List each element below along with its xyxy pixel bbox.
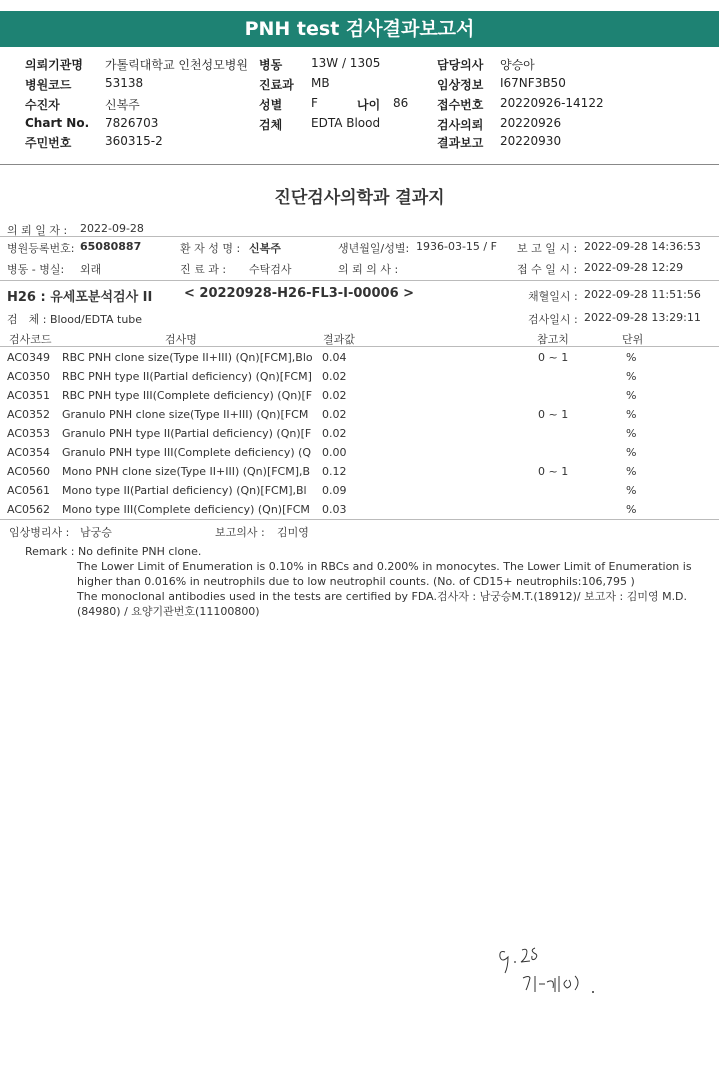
cell-unit: % xyxy=(626,408,637,421)
col-name: 검사명 xyxy=(165,333,197,346)
cell-result: 0.04 xyxy=(322,351,347,364)
receipt-no: 20220926-14122 xyxy=(500,96,604,110)
cell-code: AC0561 xyxy=(7,484,51,497)
institution: 가톨릭대학교 인천성모병원 xyxy=(105,58,248,72)
cell-result: 0.02 xyxy=(322,408,347,421)
table-row xyxy=(0,465,719,484)
collect-dt: 2022-09-28 11:51:56 xyxy=(584,288,701,301)
cell-name: Granulo PNH clone size(Type II+III) (Qn)[FCM xyxy=(62,408,309,421)
ward-room-label: 병동 - 병실: xyxy=(7,263,65,276)
cell-name: RBC PNH clone size(Type II+III) (Qn)[FCM],Blo xyxy=(62,351,313,364)
cell-result: 0.12 xyxy=(322,465,347,478)
cell-code: AC0354 xyxy=(7,446,51,459)
cell-ref: 0 ~ 1 xyxy=(538,351,569,364)
id-label: 주민번호 xyxy=(25,136,72,150)
test-title: H26 : 유세포분석검사 II xyxy=(7,290,153,305)
request-date: 20220926 xyxy=(500,116,562,130)
handwritten-signature xyxy=(495,940,635,1000)
collect-label: 채혈일시 : xyxy=(528,290,578,303)
col-code: 검사코드 xyxy=(9,333,52,346)
cell-name: Granulo PNH type II(Partial deficiency) (Qn)[F xyxy=(62,427,312,440)
cell-unit: % xyxy=(626,389,637,402)
ward-label: 병동 xyxy=(259,58,283,72)
dept: 수탁검사 xyxy=(249,263,292,276)
department-label: 진료과 xyxy=(259,78,294,92)
remark xyxy=(25,544,695,619)
chart-no: 7826703 xyxy=(105,116,159,130)
institution-label: 의뢰기관명 xyxy=(25,58,83,72)
report-title: PNH test 검사결과보고서 xyxy=(0,11,719,47)
receipt-dt: 2022-09-28 12:29 xyxy=(584,261,684,274)
table-row xyxy=(0,427,719,446)
receipt-no-label: 접수번호 xyxy=(437,98,484,112)
doctor-label: 의 뢰 의 사 : xyxy=(338,263,399,276)
table-row xyxy=(0,389,719,408)
cell-code: AC0350 xyxy=(7,370,51,383)
cell-name: Mono PNH clone size(Type II+III) (Qn)[FCM],B xyxy=(62,465,311,478)
remark-line-2: The Lower Limit of Enumeration is 0.10% in RBCs and 0.200% in monocytes. The Lower Limit of Enumeration is higher than 0.016% in neutrophils due to low neutrophil counts. (No. of CD15+ neutrophils:106,795 ) xyxy=(77,560,692,588)
col-ref: 참고치 xyxy=(537,333,569,346)
result-sheet-title: 진단검사의학과 결과지 xyxy=(274,188,445,208)
cell-ref: 0 ~ 1 xyxy=(538,465,569,478)
request-date-label: 의 뢰 일 자 : xyxy=(7,224,68,237)
test-divider xyxy=(0,280,719,281)
department: MB xyxy=(311,76,330,90)
cell-code: AC0349 xyxy=(7,351,51,364)
ward-room: 외래 xyxy=(80,263,102,276)
patient-name-value: 신복주 xyxy=(249,242,281,255)
cell-name: RBC PNH type II(Partial deficiency) (Qn)[FCM] xyxy=(62,370,312,383)
clinical-info-label: 임상정보 xyxy=(437,78,484,92)
remark-label: Remark : xyxy=(25,545,75,558)
specimen-label: 검체 xyxy=(259,118,283,132)
cell-result: 0.02 xyxy=(322,427,347,440)
table-header-divider xyxy=(0,346,719,347)
reg-no: 65080887 xyxy=(80,240,142,253)
cell-code: AC0351 xyxy=(7,389,51,402)
cell-unit: % xyxy=(626,503,637,516)
cell-code: AC0560 xyxy=(7,465,51,478)
dob: 1936-03-15 / F xyxy=(416,240,497,253)
col-result: 결과값 xyxy=(323,333,355,346)
cell-code: AC0353 xyxy=(7,427,51,440)
table-bottom-divider xyxy=(0,519,719,520)
patient-name: 신복주 xyxy=(105,98,140,112)
cell-name: Mono type II(Partial deficiency) (Qn)[FCM],Bl xyxy=(62,484,307,497)
test-dt: 2022-09-28 13:29:11 xyxy=(584,311,701,324)
cell-code: AC0352 xyxy=(7,408,51,421)
cell-unit: % xyxy=(626,484,637,497)
cell-result: 0.09 xyxy=(322,484,347,497)
request-label: 검사의뢰 xyxy=(437,118,484,132)
cell-name: Mono type III(Complete deficiency) (Qn)[FCM xyxy=(62,503,310,516)
receipt-dt-label: 접 수 일 시 : xyxy=(517,263,578,276)
table-row xyxy=(0,408,719,427)
chart-no-label: Chart No. xyxy=(25,116,90,130)
cell-result: 0.02 xyxy=(322,370,347,383)
remark-line-1: No definite PNH clone. xyxy=(77,545,202,558)
age-label: 나이 xyxy=(357,98,381,112)
physician-label: 담당의사 xyxy=(437,58,484,72)
specimen: EDTA Blood xyxy=(311,116,381,130)
request-date-value: 2022-09-28 xyxy=(80,222,144,235)
test-dt-label: 검사일시 : xyxy=(528,313,578,326)
cell-unit: % xyxy=(626,446,637,459)
report-dt-label: 보 고 일 시 : xyxy=(517,242,578,255)
specimen-text: 검 체 : Blood/EDTA tube xyxy=(7,313,143,326)
sex: F xyxy=(311,96,318,110)
col-unit: 단위 xyxy=(622,333,644,346)
reporter: 김미영 xyxy=(277,526,309,539)
cell-result: 0.02 xyxy=(322,389,347,402)
hospital-code: 53138 xyxy=(105,76,144,90)
table-row xyxy=(0,351,719,370)
cell-result: 0.00 xyxy=(322,446,347,459)
patient-label: 수진자 xyxy=(25,98,60,112)
table-row xyxy=(0,484,719,503)
cell-unit: % xyxy=(626,465,637,478)
hospital-code-label: 병원코드 xyxy=(25,78,72,92)
report-date: 20220930 xyxy=(500,134,562,148)
clin-path-label: 임상병리사 : xyxy=(9,526,70,539)
dept-label: 진 료 과 : xyxy=(180,263,227,276)
physician: 양승아 xyxy=(500,58,535,72)
report-dt: 2022-09-28 14:36:53 xyxy=(584,240,701,253)
patient-name-label: 환 자 성 명 : xyxy=(180,242,241,255)
dob-label: 생년월일/성별: xyxy=(338,242,410,255)
cell-name: RBC PNH type III(Complete deficiency) (Qn)[F xyxy=(62,389,313,402)
report-label: 결과보고 xyxy=(437,136,484,150)
info-divider xyxy=(0,236,719,237)
cell-unit: % xyxy=(626,427,637,440)
cell-unit: % xyxy=(626,370,637,383)
clin-path: 남궁승 xyxy=(80,526,112,539)
id-no: 360315-2 xyxy=(105,134,163,148)
cell-code: AC0562 xyxy=(7,503,51,516)
ward: 13W / 1305 xyxy=(311,56,381,70)
test-code: < 20220928-H26-FL3-I-00006 > xyxy=(184,286,415,301)
cell-result: 0.03 xyxy=(322,503,347,516)
clinical-info: I67NF3B50 xyxy=(500,76,566,90)
table-row xyxy=(0,446,719,465)
cell-unit: % xyxy=(626,351,637,364)
reg-no-label: 병원등록번호: xyxy=(7,242,75,255)
cell-ref: 0 ~ 1 xyxy=(538,408,569,421)
table-row xyxy=(0,370,719,389)
sex-label: 성별 xyxy=(259,98,283,112)
header-divider xyxy=(0,164,719,165)
age: 86 xyxy=(393,96,409,110)
cell-name: Granulo PNH type III(Complete deficiency) (Q xyxy=(62,446,312,459)
remark-line-3: The monoclonal antibodies used in the tests are certified by FDA.검사자 : 남궁승M.T.(18912)/ 보고자 : 김미영 M.D.(84980) / 요양기관번호(11100800) xyxy=(77,590,688,618)
reporter-label: 보고의사 : xyxy=(215,526,265,539)
